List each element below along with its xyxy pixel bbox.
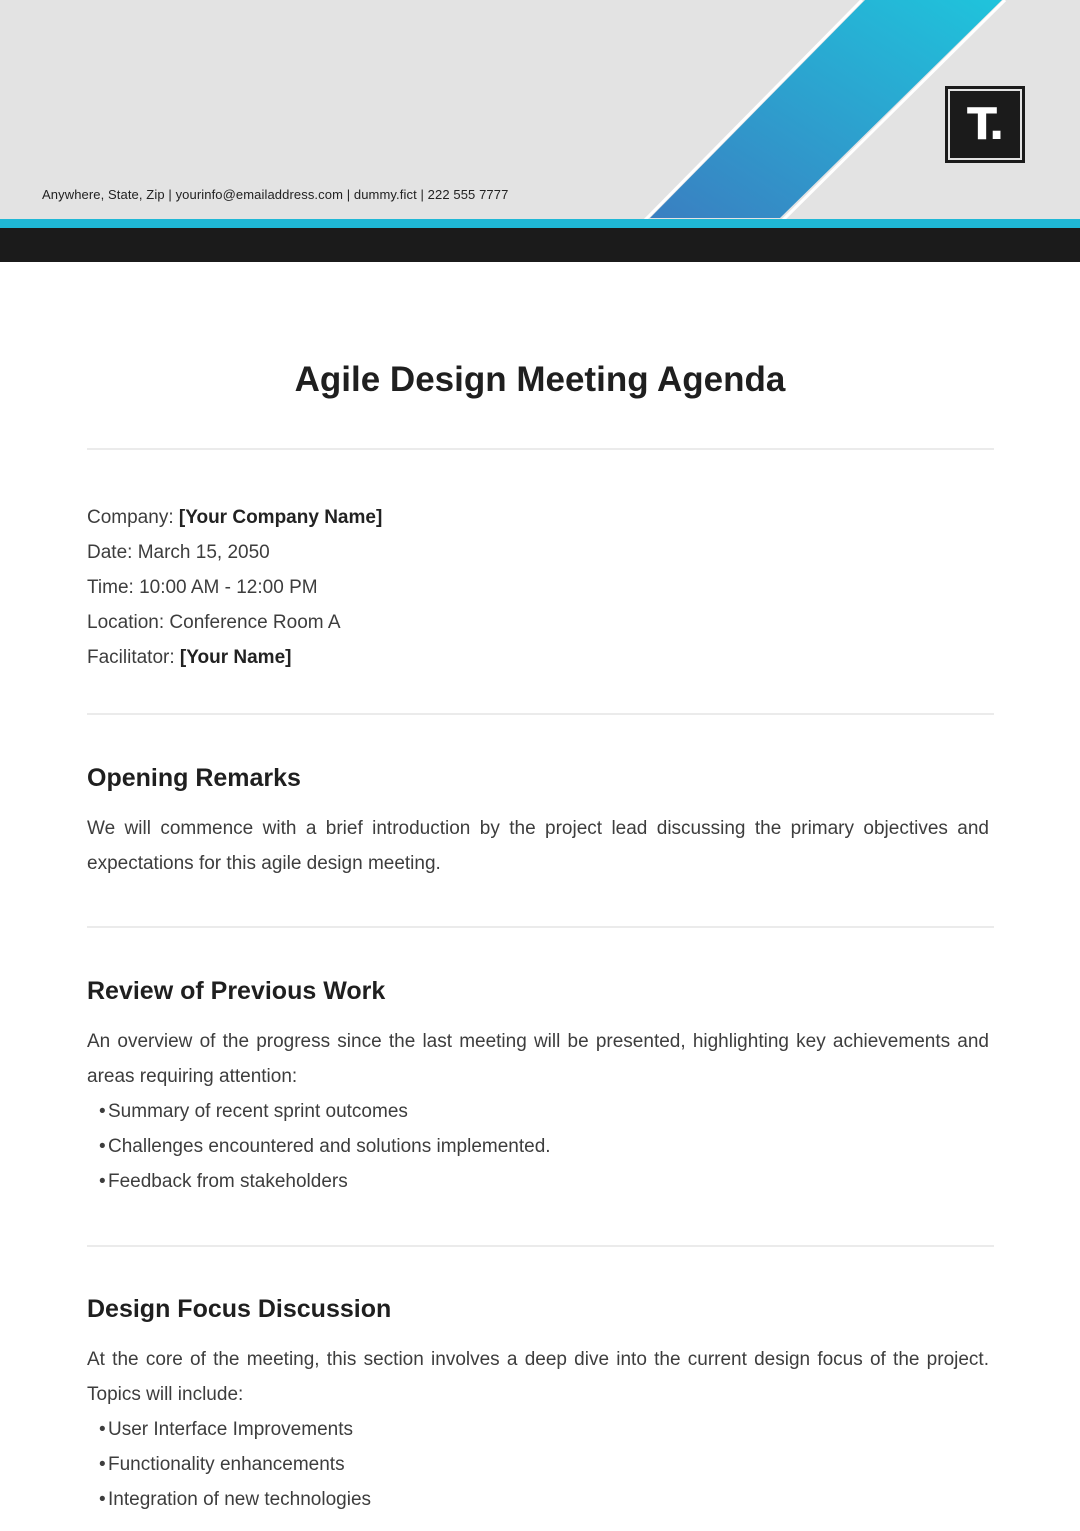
section-text: An overview of the progress since the last meeting will be presented, highlighting key achievements and areas requiring attention: <box>87 1031 989 1087</box>
list-item: • Functionality enhancements <box>99 1454 345 1475</box>
divider <box>87 713 994 715</box>
section-opening-remarks <box>87 764 989 881</box>
header-dark-band <box>0 228 1080 262</box>
info-time: Time: 10:00 AM - 12:00 PM <box>87 577 318 598</box>
company-logo <box>945 86 1025 163</box>
info-date: Date: March 15, 2050 <box>87 542 270 563</box>
list-item: • Summary of recent sprint outcomes <box>99 1101 408 1122</box>
list-item: • Integration of new technologies <box>99 1489 372 1510</box>
document-title: Agile Design Meeting Agenda <box>294 360 786 399</box>
meeting-info <box>87 500 382 675</box>
header-decoration <box>0 0 1080 262</box>
info-company: Company: [Your Company Name] <box>87 507 383 528</box>
divider <box>87 926 994 928</box>
info-facilitator: Facilitator: [Your Name] <box>87 647 292 668</box>
list-item: • User Interface Improvements <box>99 1419 353 1440</box>
bullet-list <box>87 1094 989 1199</box>
header-cyan-line <box>0 219 1080 228</box>
section-heading: Design Focus Discussion <box>87 1295 392 1323</box>
bullet-list <box>87 1412 989 1517</box>
section-heading: Review of Previous Work <box>87 977 386 1005</box>
section-heading: Opening Remarks <box>87 764 301 792</box>
section-review-previous-work <box>87 977 989 1199</box>
info-location: Location: Conference Room A <box>87 612 341 633</box>
list-item: • Challenges encountered and solutions implemented. <box>99 1136 551 1157</box>
section-text: We will commence with a brief introduction by the project lead discussing the primary objectives and expectations for this agile design meeting. <box>87 818 989 874</box>
divider <box>87 1245 994 1247</box>
list-item: • Feedback from stakeholders <box>99 1171 348 1192</box>
section-text: At the core of the meeting, this section involves a deep dive into the current design focus of the project. Topics will include: <box>87 1349 989 1405</box>
page-header <box>0 0 1080 262</box>
contact-info: Anywhere, State, Zip | yourinfo@emailaddress.com | dummy.fict | 222 555 7777 <box>42 187 509 202</box>
section-design-focus-discussion <box>87 1295 989 1517</box>
divider <box>87 448 994 450</box>
logo-text: T. <box>966 99 1004 150</box>
